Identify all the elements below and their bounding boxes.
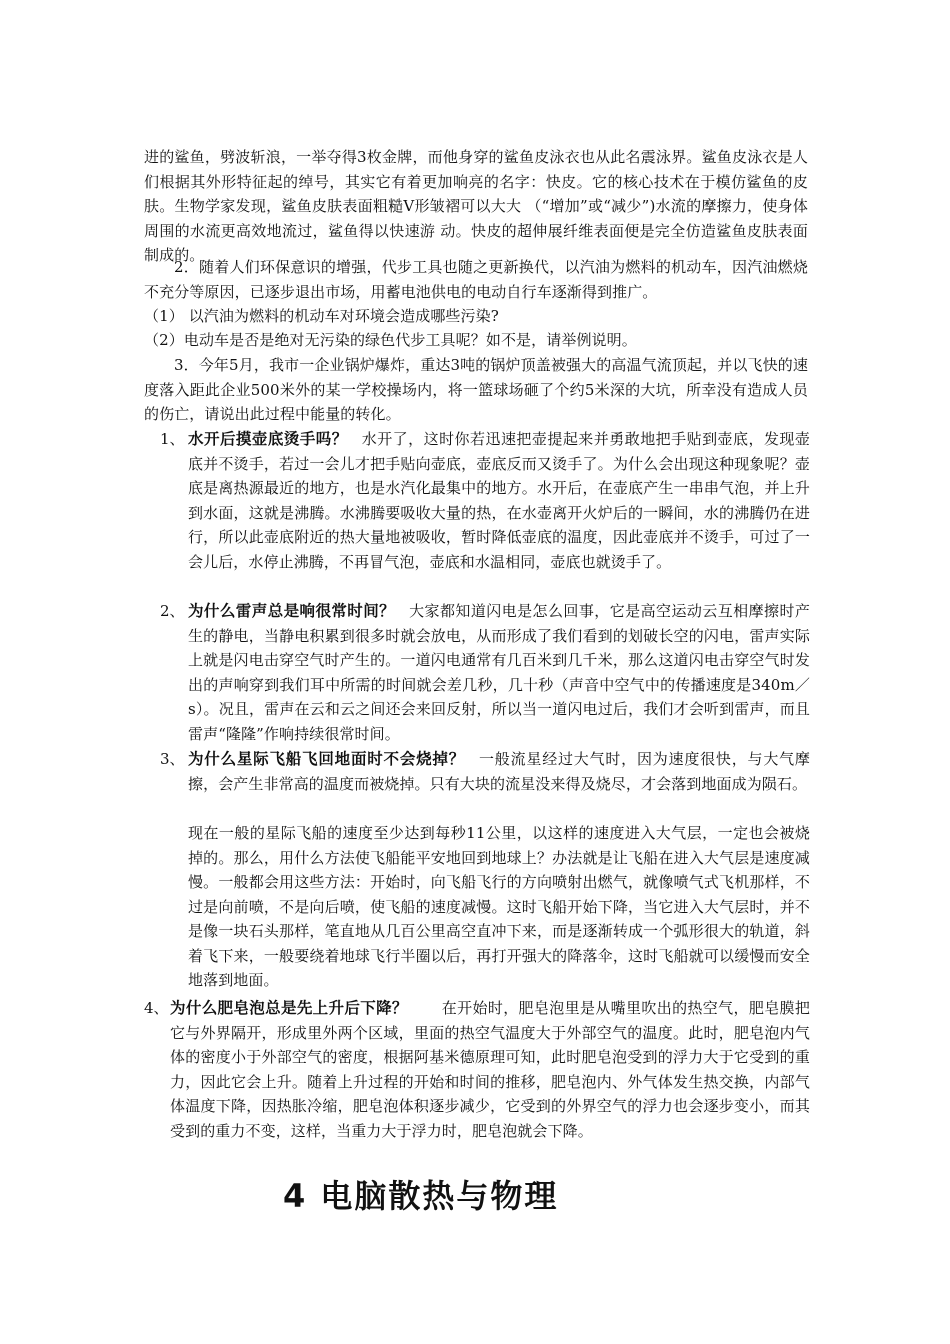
item-question: 为什么肥皂泡总是先上升后下降？ — [170, 999, 408, 1017]
item-number: 2、 — [160, 602, 185, 620]
item-text — [188, 747, 810, 796]
section-heading: 4 电脑散热与物理 — [283, 1177, 559, 1215]
item-body: 大家都知道闪电是怎么回事，它是高空运动云互相摩擦时产生的静电，当静电积累到很多时就会放电，从而形成了我们看到的划破长空的闪电，雷声实际上就是闪电击穿空气时产生的。一道闪电通常有几百米到几千米，那么这道闪电击穿空气时发出的声响穿到我们耳中所需的时间就会差几秒，几十秒（声音中空气中的传播速度是340m／s）。况且，雷声在云和云之间还会来回反射，所以当一道闪电过后，我们才会听到雷声，而且雷声“隆隆”作响持续很常时间。 — [188, 602, 810, 743]
question-2-sub-2: （2）电动车是否是绝对无污染的绿色代步工具呢？如不是，请举例说明。 — [144, 331, 637, 349]
item-number: 4、 — [144, 999, 169, 1017]
question-3-paragraph: 3．今年5月，我市一企业锅炉爆炸，重达3吨的锅炉顶盖被强大的高温气流顶起，并以飞快的速度落入距此企业500米外的某一学校操场内，将一篮球场砸了个约5米深的大坑，所幸没有造成人员的伤亡，请说出此过程中能量的转化。 — [144, 356, 808, 423]
item-body: 水开了，这时你若迅速把壶提起来并勇敢地把手贴到壶底，发现壶底并不烫手，若过一会儿才把手贴向壶底，壶底反而又烫手了。为什么会出现这种现象呢？壶底是离热源最近的地方，也是水汽化最集中的地方。水开后，在壶底产生一串串气泡，并上升到水面，这就是沸腾。水沸腾要吸收大量的热，在水壶离开火炉后的一瞬间，水的沸腾仍在进行，所以此壶底附近的热大量地被吸收，暂时降低壶底的温度，因此壶底并不烫手，可过了一会儿后，水停止沸腾，不再冒气泡，壶底和水温相同，壶底也就烫手了。 — [188, 430, 810, 571]
question-2-sub-1: （1） 以汽油为燃料的机动车对环境会造成哪些污染? — [144, 307, 499, 325]
item-text — [170, 996, 810, 1143]
item-question: 为什么雷声总是响很常时间？ — [188, 602, 396, 620]
intro-paragraph: 进的鲨鱼，劈波斩浪，一举夺得3枚金牌，而他身穿的鲨鱼皮泳衣也从此名震泳界。鲨鱼皮泳衣是人们根据其外形特征起的绰号，其实它有着更加响亮的名字：快皮。它的核心技术在于模仿鲨鱼的皮肤。生物学家发现，鲨鱼皮肤表面粗糙V形皱褶可以大大 （“增加”或“减少”)水流的摩擦力，使身体周围的水流更高效地流过，鲨鱼得以快速游 动。快皮的超伸展纤维表面便是完全仿造鲨鱼皮肤表面制成的。 — [144, 148, 808, 264]
item-text — [188, 427, 810, 574]
item-number: 3、 — [160, 750, 185, 768]
item-question: 为什么星际飞船飞回地面时不会烧掉？ — [188, 750, 466, 768]
question-2-paragraph: 2．随着人们环保意识的增强，代步工具也随之更新换代，以汽油为燃料的机动车，因汽油燃烧不充分等原因，已逐步退出市场，用蓄电池供电的电动自行车逐渐得到推广。 — [144, 258, 808, 301]
item-body: 在开始时，肥皂泡里是从嘴里吹出的热空气，肥皂膜把它与外界隔开，形成里外两个区域，里面的热空气温度大于外部空气的温度。此时，肥皂泡内气体的密度小于外部空气的密度，根据阿基米德原理可知，此时肥皂泡受到的浮力大于它受到的重力，因此它会上升。随着上升过程的开始和时间的推移，肥皂泡内、外气体发生热交换，内部气体温度下降，因热胀冷缩，肥皂泡体积逐步减少，它受到的外界空气的浮力也会逐步变小，而其受到的重力不变，这样，当重力大于浮力时，肥皂泡就会下降。 — [170, 999, 810, 1140]
item-question: 水开后摸壶底烫手吗？ — [188, 430, 348, 448]
item-body-continued: 现在一般的星际飞船的速度至少达到每秒11公里，以这样的速度进入大气层，一定也会被烧掉的。那么，用什么方法使飞船能平安地回到地球上？办法就是让飞船在进入大气层是速度减慢。一般都会用这些方法：开始时，向飞船飞行的方向喷射出燃气，就像喷气式飞机那样，不过是向前喷，不是向后喷，使飞船的速度减慢。这时飞船开始下降，当它进入大气层时，并不是像一块石头那样，笔直地从几百公里高空直冲下来，而是逐渐转成一个弧形很大的轨道，斜着飞下来，一般要绕着地球飞行半圈以后，再打开强大的降落伞，这时飞船就可以缓慢而安全地落到地面。 — [188, 824, 810, 989]
item-body: 一般流星经过大气时，因为速度很快，与大气摩擦，会产生非常高的温度而被烧掉。只有大块的流星没来得及烧尽，才会落到地面成为陨石。 — [188, 750, 811, 793]
item-number: 1、 — [160, 430, 185, 448]
item-text — [188, 599, 810, 746]
